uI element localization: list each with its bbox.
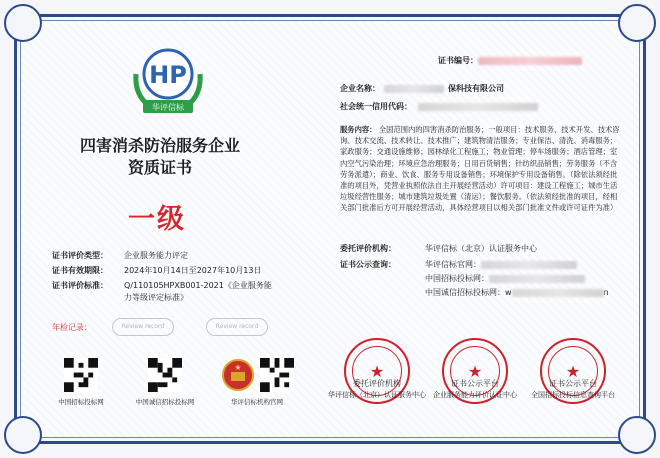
validity-label: 证书有效期限：: [52, 266, 108, 275]
url-tail: n: [603, 288, 609, 297]
qr-code-icon[interactable]: [148, 358, 182, 392]
query-line-3: [425, 287, 609, 298]
query-site-1: 华评信标官网：: [425, 260, 481, 269]
seal-caption: 华评信标（北京）认证服务中心: [328, 391, 426, 399]
url-redacted[interactable]: [481, 261, 577, 269]
official-seal: ★: [442, 338, 508, 404]
company-redacted: [384, 85, 444, 93]
seal-caption-title: 委托评价机构: [353, 379, 401, 388]
service-scope: [340, 124, 622, 214]
seal-caption: 全国招标投标信息查询平台: [531, 391, 615, 399]
certificate-title: 四害消杀防治服务企业: [79, 136, 240, 155]
corner-ornament-icon: [4, 416, 42, 454]
scope-label: 服务内容：: [340, 125, 377, 134]
url-redacted[interactable]: [489, 275, 585, 283]
query-line-2: [425, 273, 585, 284]
svg-text:★: ★: [234, 363, 242, 372]
cert-no-label: [438, 55, 582, 66]
seal-caption: 企业服务能力评价认证中心: [433, 391, 517, 399]
credit-code-row: [340, 101, 538, 112]
qr-caption: 中国招标投标网: [58, 398, 104, 406]
hpxb-logo: [126, 44, 210, 118]
qr-code-icon[interactable]: [64, 358, 98, 392]
cert-no-label-text: 证书编号：: [438, 56, 478, 65]
type-label: 证书评价类型：: [52, 251, 108, 260]
logo-caption: 华评信标: [152, 103, 184, 112]
agency-value: 华评信标（北京）认证服务中心: [425, 244, 537, 253]
standard-label: 证书评价标准：: [52, 281, 108, 290]
official-seal: ★: [540, 338, 606, 404]
svg-text:HP: HP: [149, 61, 187, 89]
corner-ornament-icon: [618, 4, 656, 42]
standard-value-cont: 力等级评定标准》: [124, 293, 188, 302]
type-value: 企业服务能力评定: [124, 251, 188, 260]
company-value: 保科技有限公司: [448, 84, 504, 93]
review-record-stamp: Review record: [112, 318, 174, 336]
query-site-2: 中国招标投标网：: [425, 274, 489, 283]
credit-code-label: 社会统一信用代码：: [340, 102, 412, 111]
review-record-stamp: Review record: [206, 318, 268, 336]
scope-text: 全国范围内的四害消杀防治服务；一般项目：技术服务、技术开发、技术咨询、技术交流、技术转让、技术推广；建筑物清洁服务；专业保洁、清洗、消毒服务；家政服务；交通设施维修；园林绿化工程施工；物业管理；停车场服务；酒店管理；室内空气污染治理；环境应急治理服务；日用百货销售；针纺织品销售；劳务服务（不含劳务派遣）；商业、饮食、服务专用设备销售；环境保护专用设备销售。（除依法须经批准的项目外，凭营业执照依法自主开展经营活动）许可项目：建设工程施工；城市生活垃圾经营性服务；城市建筑垃圾处置（清运）；餐饮服务。（依法须经批准的项目，经相关部门批准后方可开展经营活动，具体经营项目以相关部门批准文件或许可证件为准）: [340, 125, 620, 213]
qr-code-icon[interactable]: [260, 358, 294, 392]
qr-caption: 中国诚信招标投标网: [135, 398, 195, 406]
corner-ornament-icon: [618, 416, 656, 454]
qr-caption: 华评信标机构官网: [231, 398, 283, 406]
official-seal: ★: [344, 338, 410, 404]
seal-caption-title: 证书公示平台: [451, 379, 499, 388]
query-label: 证书公示查询：: [340, 260, 396, 269]
national-emblem-icon: [221, 358, 255, 392]
query-site-3: 中国诚信招标投标网：w: [425, 288, 512, 297]
annual-check-label: 年检记录：: [52, 323, 92, 332]
credit-code-redacted: [418, 103, 538, 111]
corner-ornament-icon: [4, 4, 42, 42]
standard-value: Q/110105HPXB001-2021《企业服务能: [124, 281, 272, 290]
agency-label: 委托评价机构：: [340, 244, 396, 253]
validity-value: 2024年10月14日至2027年10月13日: [124, 266, 262, 275]
company-label: 企业名称：: [340, 84, 380, 93]
seal-caption-title: 证书公示平台: [549, 379, 597, 388]
company-row: [340, 83, 504, 94]
level-grade: 一级: [128, 204, 186, 235]
url-redacted[interactable]: [512, 289, 604, 297]
cert-no-redacted: [478, 57, 582, 65]
certificate-subtitle: 资质证书: [127, 158, 192, 177]
query-line-1: [425, 259, 577, 270]
